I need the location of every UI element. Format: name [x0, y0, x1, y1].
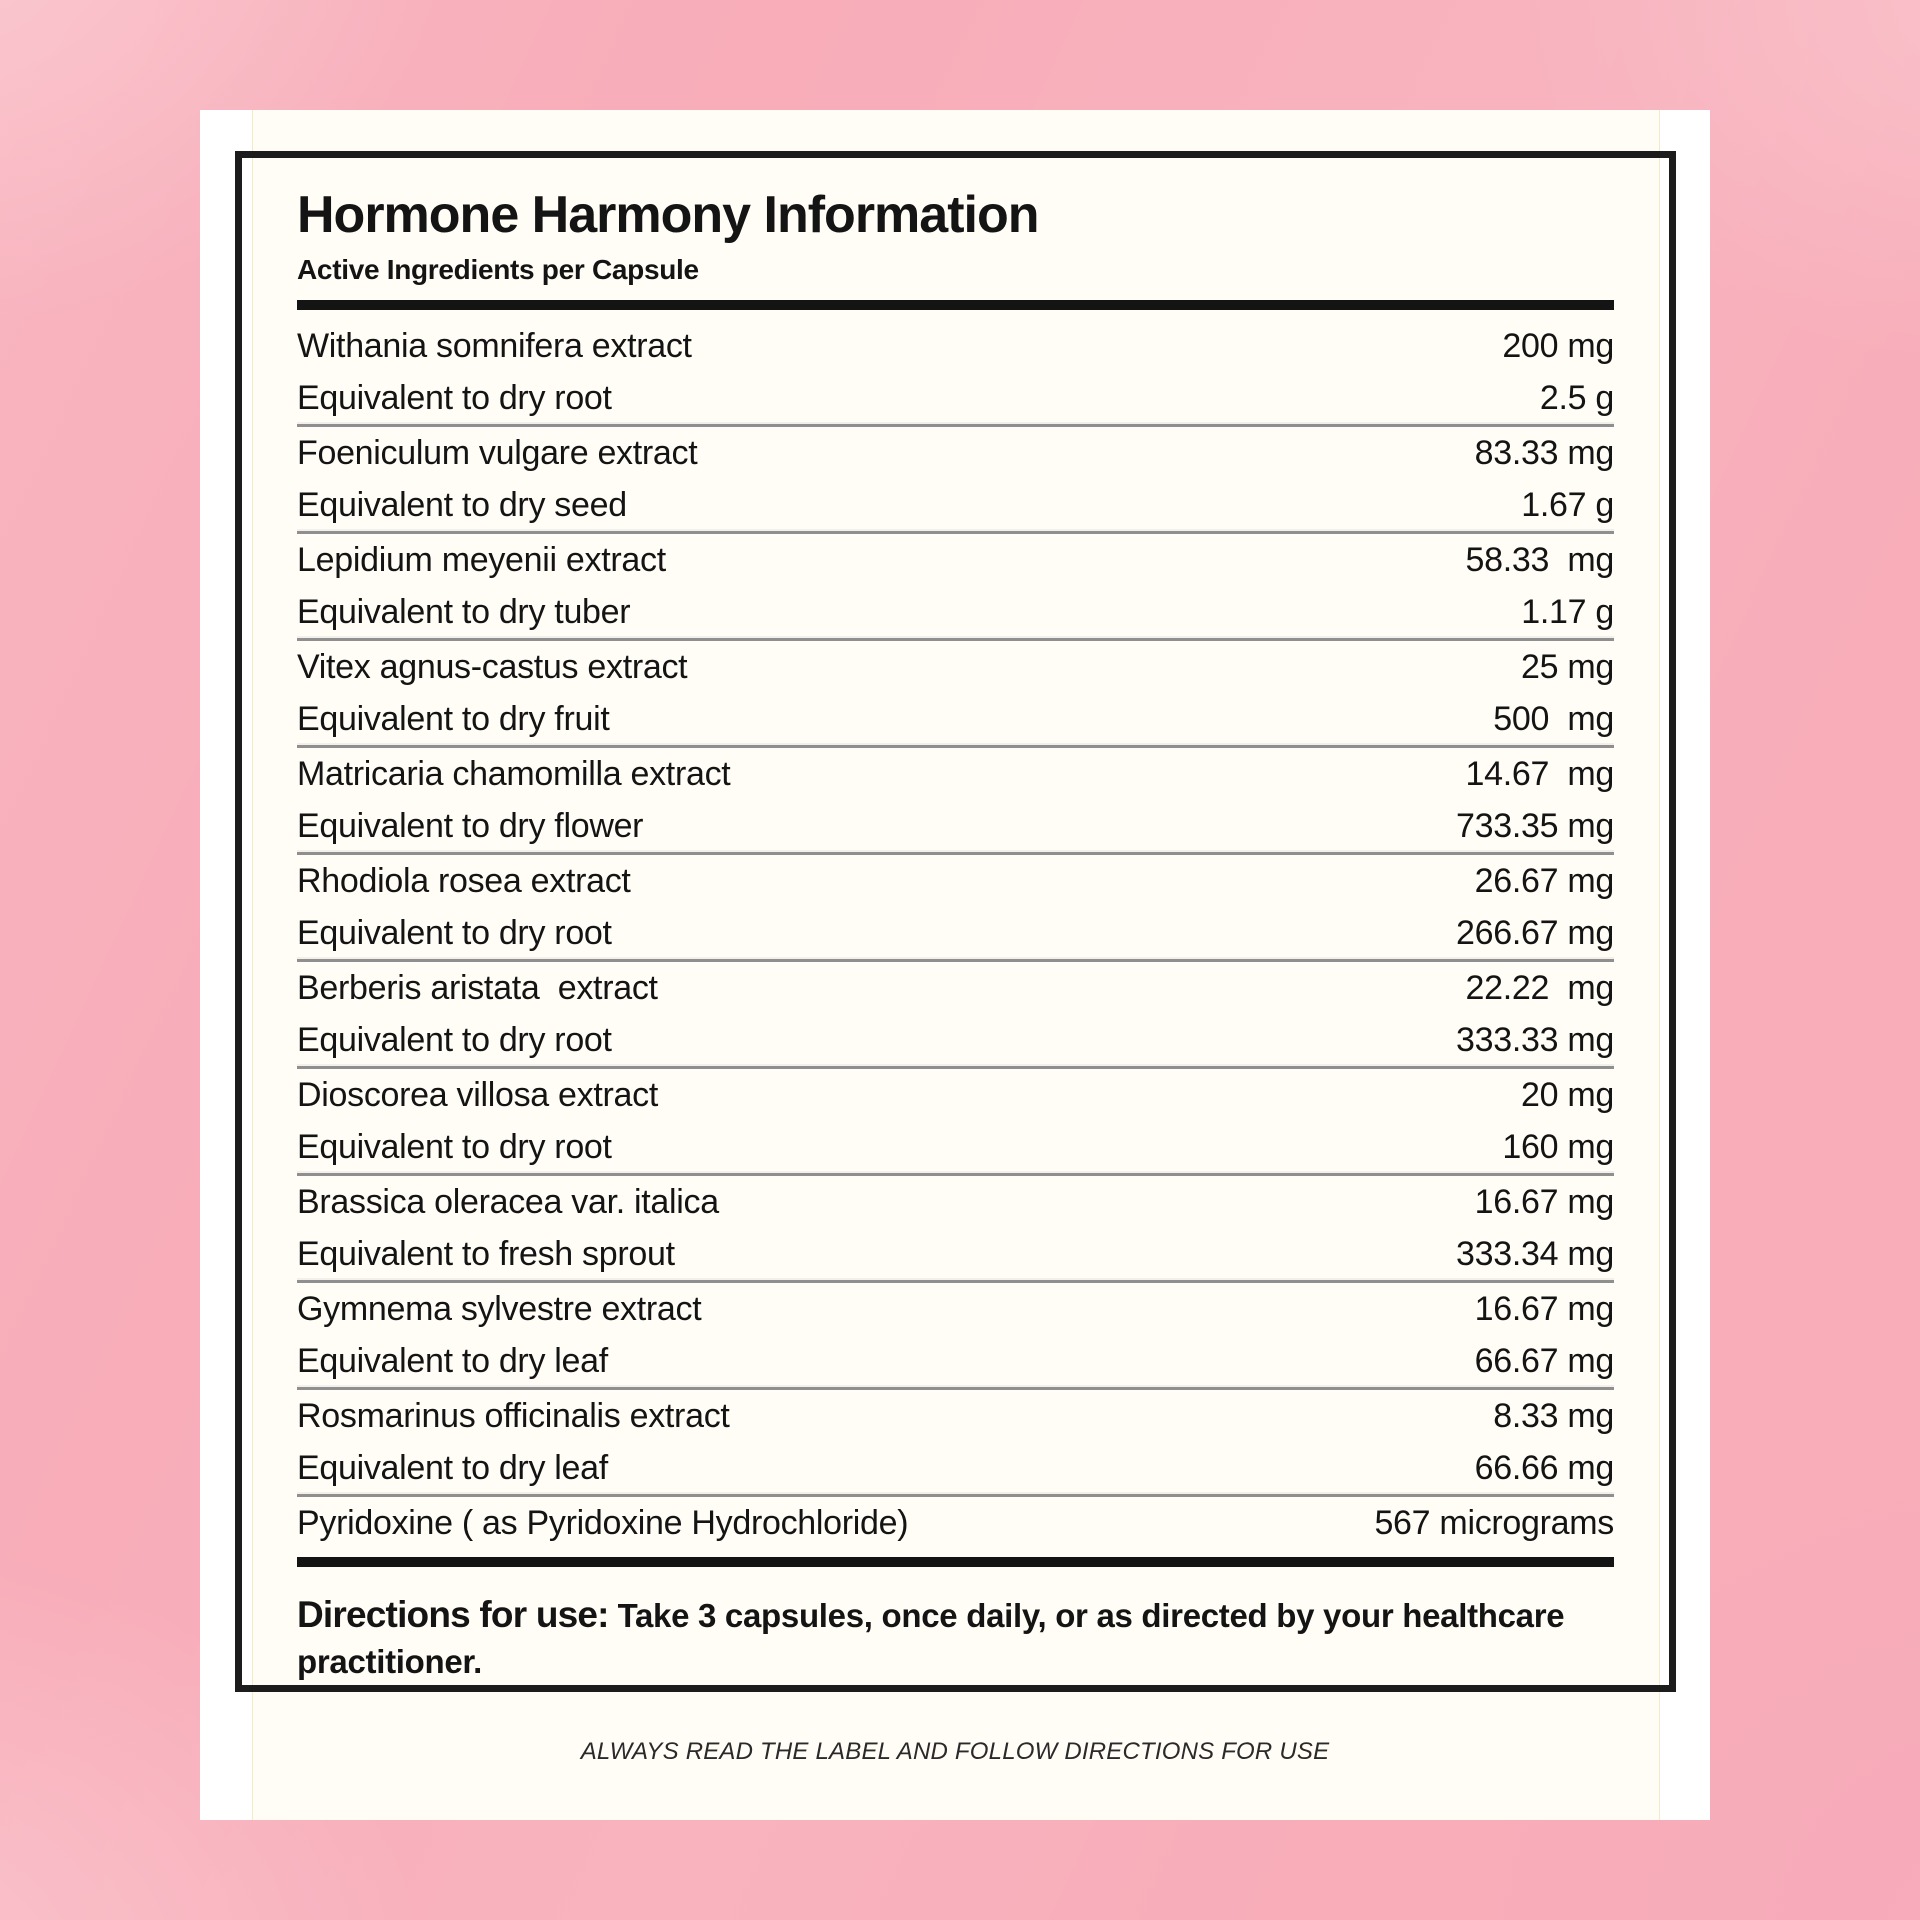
ingredient-row: [297, 855, 1614, 907]
ingredient-amount: 8.33 mg: [1493, 1396, 1614, 1435]
ingredient-group: [297, 852, 1614, 959]
equivalent-row: [297, 1228, 1614, 1280]
equivalent-name: Equivalent to dry root: [297, 1127, 612, 1166]
ingredient-row: [297, 1390, 1614, 1442]
equivalent-row: [297, 693, 1614, 745]
equivalent-row: [297, 586, 1614, 638]
ingredient-amount: 200 mg: [1502, 326, 1614, 365]
ingredient-amount: 58.33 mg: [1465, 540, 1614, 579]
ingredient-name: Rhodiola rosea extract: [297, 861, 631, 900]
ingredient-group: [297, 745, 1614, 852]
equivalent-name: Equivalent to dry flower: [297, 806, 644, 845]
equivalent-amount: 66.67 mg: [1474, 1341, 1614, 1380]
ingredient-name: Matricaria chamomilla extract: [297, 754, 731, 793]
equivalent-amount: 1.67 g: [1521, 485, 1614, 524]
equivalent-row: [297, 479, 1614, 531]
ingredient-name: Lepidium meyenii extract: [297, 540, 666, 579]
ingredient-row: [297, 962, 1614, 1014]
ingredient-amount: 20 mg: [1521, 1075, 1614, 1114]
equivalent-amount: 333.34 mg: [1456, 1234, 1614, 1273]
equivalent-row: [297, 1014, 1614, 1066]
product-label-card: [200, 110, 1710, 1820]
ingredient-amount: 14.67 mg: [1465, 754, 1614, 793]
ingredient-group: [297, 959, 1614, 1066]
equivalent-row: [297, 800, 1614, 852]
directions-label: Directions for use:: [297, 1594, 609, 1636]
equivalent-amount: 266.67 mg: [1456, 913, 1614, 952]
ingredient-row: [297, 534, 1614, 586]
ingredient-name: Gymnema sylvestre extract: [297, 1289, 702, 1328]
equivalent-row: [297, 372, 1614, 424]
equivalent-amount: 160 mg: [1502, 1127, 1614, 1166]
ingredient-name: Pyridoxine ( as Pyridoxine Hydrochloride): [297, 1503, 909, 1542]
equivalent-name: Equivalent to dry leaf: [297, 1448, 608, 1487]
ingredient-row: [297, 641, 1614, 693]
ingredient-name: Dioscorea villosa extract: [297, 1075, 658, 1114]
info-box: [235, 151, 1676, 1692]
directions: [297, 1591, 1587, 1683]
label-subtitle: Active Ingredients per Capsule: [297, 253, 699, 285]
equivalent-amount: 333.33 mg: [1456, 1020, 1614, 1059]
equivalent-amount: 66.66 mg: [1474, 1448, 1614, 1487]
equivalent-name: Equivalent to dry tuber: [297, 592, 631, 631]
equivalent-name: Equivalent to dry leaf: [297, 1341, 608, 1380]
ingredient-row: [297, 1283, 1614, 1335]
ingredient-amount: 16.67 mg: [1474, 1182, 1614, 1221]
ingredient-group: [297, 424, 1614, 531]
ingredient-group: [297, 531, 1614, 638]
equivalent-name: Equivalent to dry fruit: [297, 699, 610, 738]
ingredient-name: Brassica oleracea var. italica: [297, 1182, 719, 1221]
footer-rule: [297, 1557, 1614, 1567]
ingredient-amount: 22.22 mg: [1465, 968, 1614, 1007]
ingredient-amount: 567 micrograms: [1374, 1503, 1614, 1542]
ingredient-group: [297, 638, 1614, 745]
ingredient-group: [297, 1066, 1614, 1173]
equivalent-amount: 733.35 mg: [1456, 806, 1614, 845]
directions-text: Take 3 capsules, once daily, or as directed by your healthcare practitioner.: [297, 1597, 1565, 1681]
header-rule: [297, 300, 1614, 310]
ingredient-amount: 25 mg: [1521, 647, 1614, 686]
equivalent-row: [297, 1335, 1614, 1387]
ingredient-group: [297, 1173, 1614, 1280]
equivalent-row: [297, 1442, 1614, 1494]
equivalent-name: Equivalent to dry seed: [297, 485, 627, 524]
equivalent-name: Equivalent to dry root: [297, 378, 612, 417]
ingredient-row: [297, 1497, 1614, 1549]
ingredient-row: [297, 320, 1614, 372]
equivalent-name: Equivalent to fresh sprout: [297, 1234, 675, 1273]
ingredient-row: [297, 1069, 1614, 1121]
ingredient-row: [297, 748, 1614, 800]
ingredient-group: [297, 320, 1614, 424]
ingredients-table: [297, 320, 1614, 1549]
ingredient-row: [297, 427, 1614, 479]
equivalent-amount: 500 mg: [1493, 699, 1614, 738]
ingredient-amount: 16.67 mg: [1474, 1289, 1614, 1328]
ingredient-group: [297, 1494, 1614, 1549]
ingredient-amount: 26.67 mg: [1474, 861, 1614, 900]
ingredient-amount: 83.33 mg: [1474, 433, 1614, 472]
ingredient-row: [297, 1176, 1614, 1228]
ingredient-name: Foeniculum vulgare extract: [297, 433, 698, 472]
ingredient-group: [297, 1280, 1614, 1387]
label-title: Hormone Harmony Information: [297, 186, 1039, 244]
equivalent-name: Equivalent to dry root: [297, 913, 612, 952]
ingredient-name: Withania somnifera extract: [297, 326, 692, 365]
equivalent-amount: 2.5 g: [1539, 378, 1614, 417]
equivalent-row: [297, 907, 1614, 959]
equivalent-row: [297, 1121, 1614, 1173]
equivalent-amount: 1.17 g: [1521, 592, 1614, 631]
ingredient-group: [297, 1387, 1614, 1494]
ingredient-name: Rosmarinus officinalis extract: [297, 1396, 730, 1435]
footer-note: ALWAYS READ THE LABEL AND FOLLOW DIRECTIONS FOR USE: [580, 1738, 1330, 1765]
ingredient-name: Berberis aristata extract: [297, 968, 658, 1007]
ingredient-name: Vitex agnus-castus extract: [297, 647, 688, 686]
equivalent-name: Equivalent to dry root: [297, 1020, 612, 1059]
